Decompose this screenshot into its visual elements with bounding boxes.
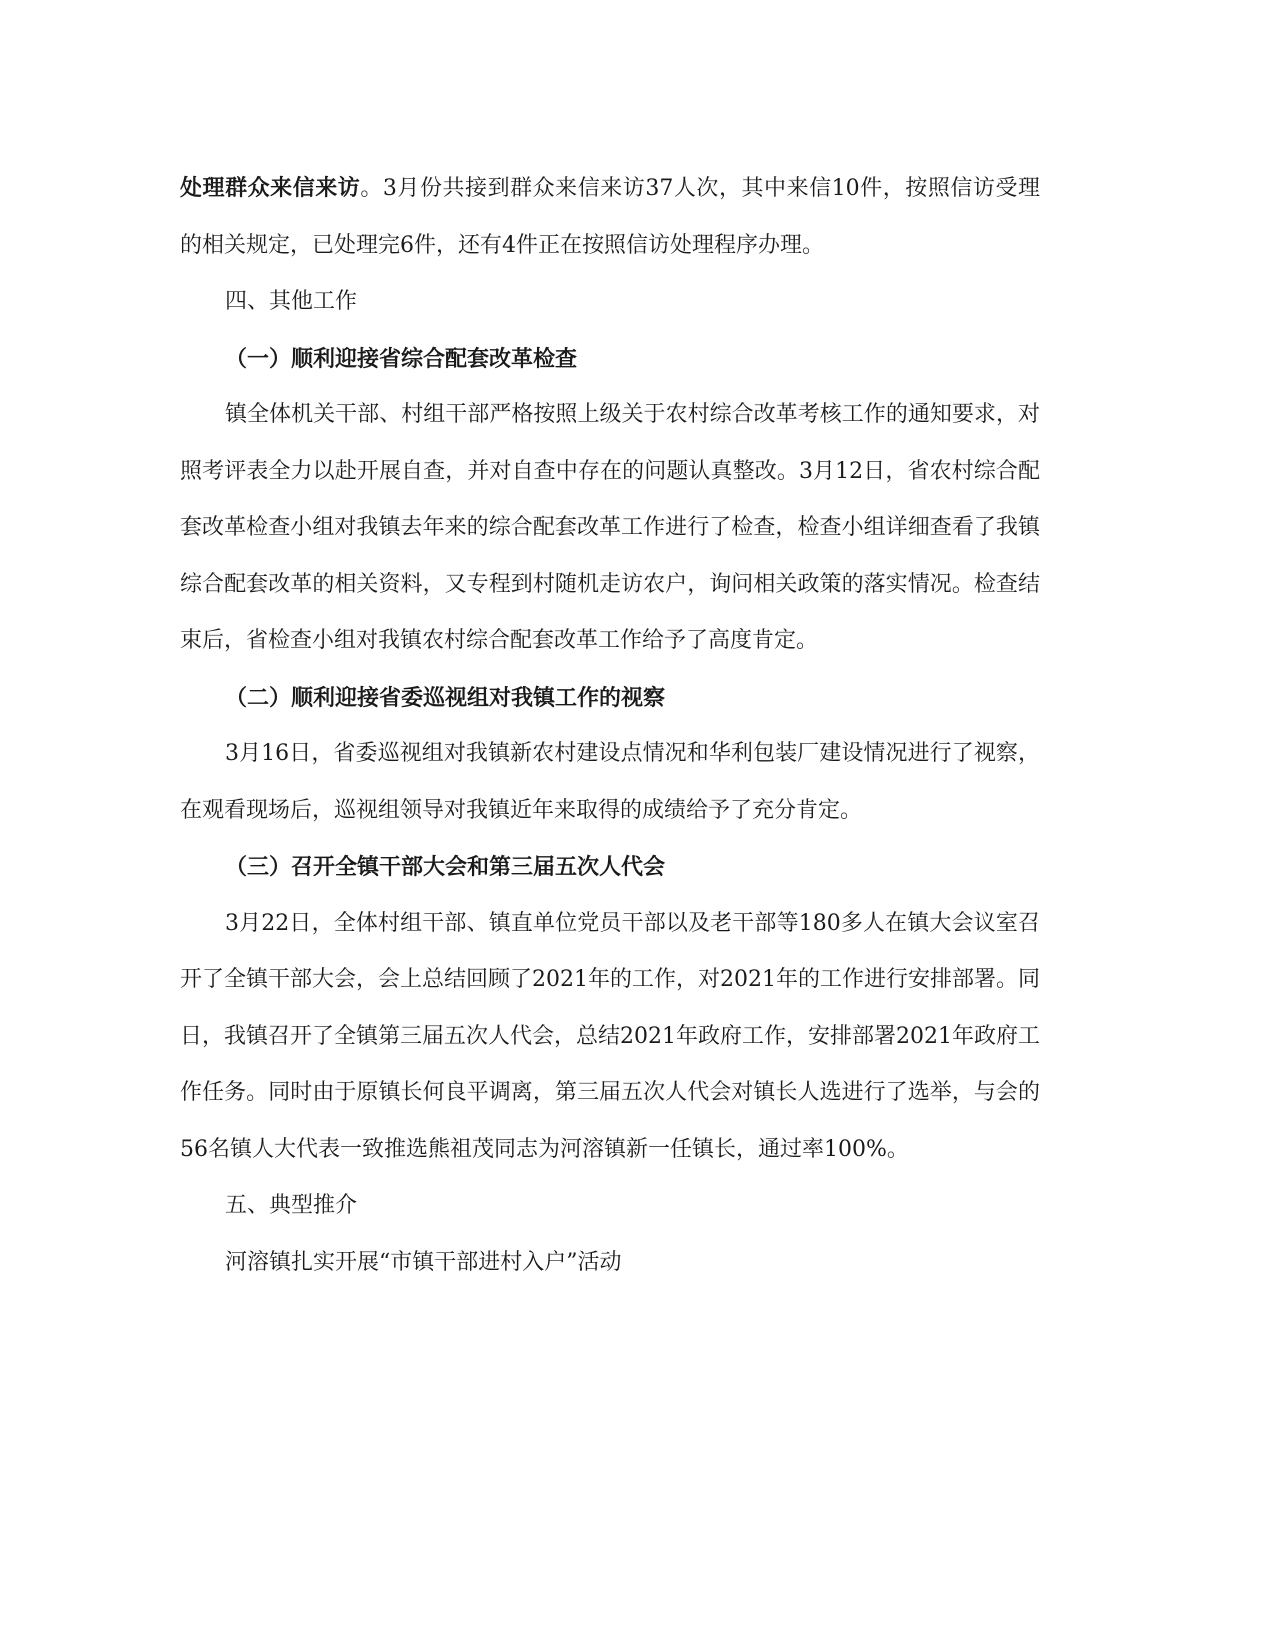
subsection-2-body: 3月16日，省委巡视组对我镇新农村建设点情况和华利包装厂建设情况进行了视察，在观看现场后，巡视组领导对我镇近年来取得的成绩给予了充分肯定。 bbox=[180, 741, 1040, 823]
section-5-headline: 河溶镇扎实开展“市镇干部进村入户”活动 bbox=[225, 1249, 622, 1275]
section-5-title: 五、典型推介 bbox=[225, 1193, 358, 1218]
paragraph-text: 。3月份共接到群众来信来访37人次，其中来信10件，按照信访受理的相关规定，已处理完6件，还有4件正在按照信访处理程序办理。 bbox=[180, 176, 1040, 258]
paragraph-lead-bold: 处理群众来信来访 bbox=[180, 175, 361, 201]
paragraph-letters-visits bbox=[180, 160, 1040, 274]
subsection-2-title: （二）顺利迎接省委巡视组对我镇工作的视察 bbox=[225, 684, 666, 711]
subsection-3-body: 3月22日，全体村组干部、镇直单位党员干部以及老干部等180多人在镇大会议室召开了全镇干部大会，会上总结回顾了2021年的工作，对2021年的工作进行安排部署。同日，我镇召开了全镇第三届五次人代会，总结2021年政府工作，安排部署2021年政府工作任务。同时由于原镇长何良平调离，第三届五次人代会对镇长人选进行了选举，与会的56名镇人大代表一致推选熊祖茂同志为河溶镇新一任镇长，通过率100%。 bbox=[180, 910, 1040, 1162]
subsection-1-body: 镇全体机关干部、村组干部严格按照上级关于农村综合改革考核工作的通知要求，对照考评表全力以赴开展自查，并对自查中存在的问题认真整改。3月12日，省农村综合配套改革检查小组对我镇去年来的综合配套改革工作进行了检查，检查小组详细查看了我镇综合配套改革的相关资料，又专程到村随机走访农户，询问相关政策的落实情况。检查结束后，省检查小组对我镇农村综合配套改革工作给予了高度肯定。 bbox=[180, 402, 1040, 653]
document-page bbox=[180, 160, 1040, 1291]
section-4-title: 四、其他工作 bbox=[225, 289, 358, 314]
subsection-1-title: （一）顺利迎接省综合配套改革检查 bbox=[225, 345, 578, 372]
subsection-3-title: （三）召开全镇干部大会和第三届五次人代会 bbox=[225, 854, 666, 880]
